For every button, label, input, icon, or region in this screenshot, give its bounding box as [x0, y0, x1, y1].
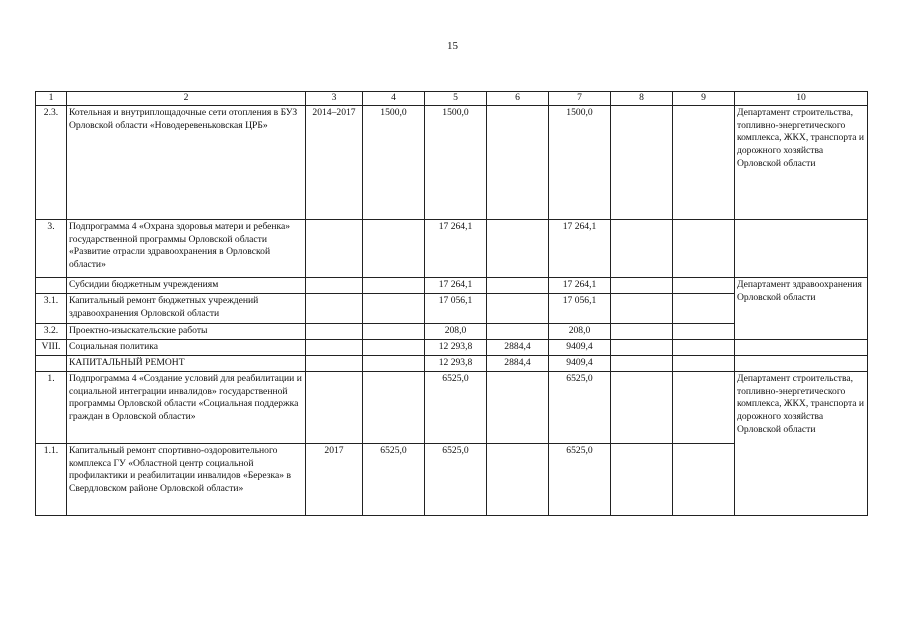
row-col5: 6525,0 [425, 371, 487, 443]
row-name: Проектно-изыскательские работы [67, 323, 306, 339]
row-col7: 6525,0 [549, 371, 611, 443]
budget-table [35, 91, 868, 516]
table-row [36, 219, 868, 277]
row-name: Социальная политика [67, 339, 306, 355]
row-name: Котельная и внутриплощадочные сети отопления в БУЗ Орловской области «Новодеревеньковская ЦРБ» [67, 105, 306, 219]
row-period [306, 219, 363, 277]
row-number: VIII. [36, 339, 67, 355]
row-number: 3.2. [36, 323, 67, 339]
table-row [36, 355, 868, 371]
row-col7: 17 056,1 [549, 293, 611, 323]
row-col4 [363, 371, 425, 443]
column-header: 7 [549, 92, 611, 106]
row-col8 [611, 105, 673, 219]
row-col9 [673, 293, 735, 323]
row-col7: 17 264,1 [549, 277, 611, 293]
row-col4 [363, 355, 425, 371]
row-col9 [673, 105, 735, 219]
row-col5: 6525,0 [425, 443, 487, 515]
row-col4 [363, 323, 425, 339]
row-col9 [673, 339, 735, 355]
table-row [36, 339, 868, 355]
row-col5: 17 264,1 [425, 277, 487, 293]
row-col5: 208,0 [425, 323, 487, 339]
row-department: Департамент строительства, топливно-энергетического комплекса, ЖКХ, транспорта и дорожного хозяйства Орловской области [735, 105, 868, 219]
row-period [306, 355, 363, 371]
row-col7: 17 264,1 [549, 219, 611, 277]
row-col6 [487, 293, 549, 323]
column-header: 9 [673, 92, 735, 106]
row-department [735, 355, 868, 371]
column-header: 3 [306, 92, 363, 106]
table-header-row [36, 92, 868, 106]
row-col9 [673, 219, 735, 277]
row-period: 2017 [306, 443, 363, 515]
row-col5: 12 293,8 [425, 355, 487, 371]
row-period [306, 277, 363, 293]
table-row [36, 105, 868, 219]
column-header: 10 [735, 92, 868, 106]
row-col8 [611, 293, 673, 323]
row-col6 [487, 219, 549, 277]
row-col9 [673, 323, 735, 339]
row-col7: 6525,0 [549, 443, 611, 515]
row-number: 1. [36, 371, 67, 443]
row-col5: 12 293,8 [425, 339, 487, 355]
row-number: 2.3. [36, 105, 67, 219]
row-col4 [363, 339, 425, 355]
row-col7: 9409,4 [549, 339, 611, 355]
row-name: Капитальный ремонт спортивно-оздоровительного комплекса ГУ «Областной центр социальной профилактики и реабилитации инвалидов «Березка» в Свердловском районе Орловской области» [67, 443, 306, 515]
table-row [36, 371, 868, 443]
row-col7: 208,0 [549, 323, 611, 339]
row-col9 [673, 443, 735, 515]
row-period [306, 323, 363, 339]
row-number [36, 277, 67, 293]
row-department [735, 219, 868, 277]
row-col4 [363, 219, 425, 277]
row-col8 [611, 371, 673, 443]
row-col4 [363, 277, 425, 293]
row-period: 2014–2017 [306, 105, 363, 219]
row-col4: 1500,0 [363, 105, 425, 219]
row-number [36, 355, 67, 371]
row-period [306, 293, 363, 323]
row-col4: 6525,0 [363, 443, 425, 515]
column-header: 2 [67, 92, 306, 106]
row-col6 [487, 371, 549, 443]
row-number: 3. [36, 219, 67, 277]
row-col6: 2884,4 [487, 355, 549, 371]
row-col5: 17 264,1 [425, 219, 487, 277]
row-col7: 9409,4 [549, 355, 611, 371]
row-col5: 17 056,1 [425, 293, 487, 323]
row-period [306, 339, 363, 355]
row-col5: 1500,0 [425, 105, 487, 219]
row-name: Подпрограмма 4 «Охрана здоровья матери и ребенка» государственной программы Орловской области «Развитие отрасли здравоохранения в Орловской области» [67, 219, 306, 277]
row-col4 [363, 293, 425, 323]
row-col7: 1500,0 [549, 105, 611, 219]
row-department: Департамент строительства, топливно-энергетического комплекса, ЖКХ, транспорта и дорожного хозяйства Орловской области [735, 371, 868, 515]
row-department [735, 339, 868, 355]
row-col6 [487, 105, 549, 219]
column-header: 8 [611, 92, 673, 106]
row-col8 [611, 443, 673, 515]
row-number: 1.1. [36, 443, 67, 515]
row-col8 [611, 277, 673, 293]
page-number: 15 [447, 40, 458, 52]
row-col9 [673, 277, 735, 293]
row-col8 [611, 219, 673, 277]
row-col6 [487, 277, 549, 293]
row-col9 [673, 371, 735, 443]
column-header: 5 [425, 92, 487, 106]
row-col8 [611, 355, 673, 371]
table-row [36, 277, 868, 293]
row-period [306, 371, 363, 443]
row-col6 [487, 323, 549, 339]
row-col8 [611, 339, 673, 355]
row-col9 [673, 355, 735, 371]
column-header: 4 [363, 92, 425, 106]
row-name: Подпрограмма 4 «Создание условий для реабилитации и социальной интеграции инвалидов» государственной программы Орловской области «Социальная поддержка граждан в Орловской области» [67, 371, 306, 443]
row-name: Субсидии бюджетным учреждениям [67, 277, 306, 293]
row-name: Капитальный ремонт бюджетных учреждений здравоохранения Орловской области [67, 293, 306, 323]
row-department: Департамент здравоохранения Орловской области [735, 277, 868, 339]
row-name: КАПИТАЛЬНЫЙ РЕМОНТ [67, 355, 306, 371]
row-col6 [487, 443, 549, 515]
row-col8 [611, 323, 673, 339]
column-header: 6 [487, 92, 549, 106]
column-header: 1 [36, 92, 67, 106]
row-number: 3.1. [36, 293, 67, 323]
row-col6: 2884,4 [487, 339, 549, 355]
